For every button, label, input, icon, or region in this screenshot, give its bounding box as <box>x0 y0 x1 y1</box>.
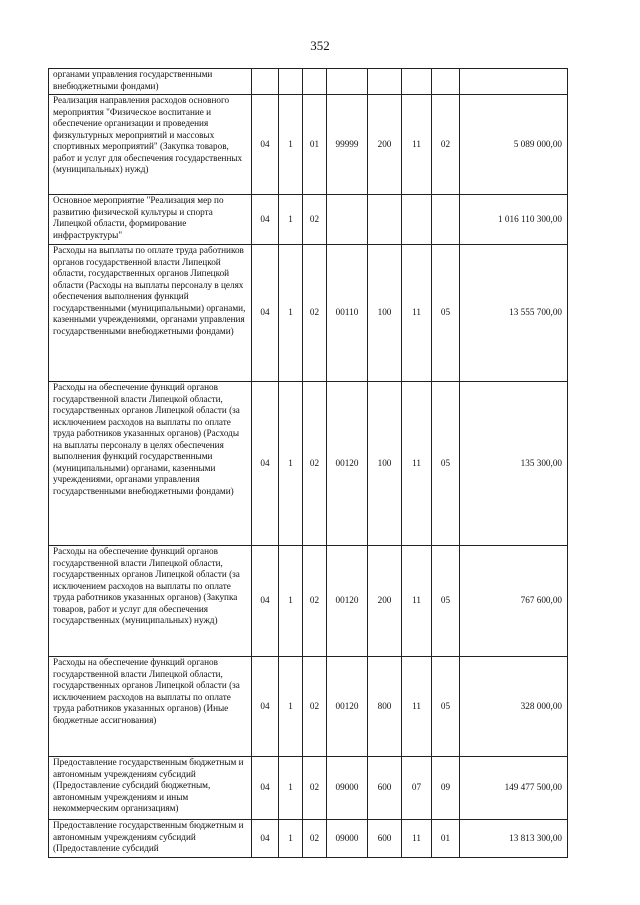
code-section: 04 <box>252 657 279 757</box>
code-section: 04 <box>252 95 279 195</box>
code-chapter: 11 <box>402 546 432 657</box>
code-chapter: 11 <box>402 820 432 858</box>
code-chapter <box>402 69 432 95</box>
code-chapter <box>402 195 432 245</box>
row-amount: 13 813 300,00 <box>460 820 568 858</box>
row-amount: 149 477 500,00 <box>460 757 568 820</box>
code-section: 04 <box>252 546 279 657</box>
code-program: 1 <box>279 757 303 820</box>
table-row <box>49 95 568 195</box>
code-expense-type <box>368 195 402 245</box>
code-program: 1 <box>279 546 303 657</box>
code-direction: 00120 <box>327 546 368 657</box>
row-description: Предоставление государственным бюджетным и автономным учреждениям субсидий (Предоставление субсидий <box>49 820 252 858</box>
code-subsection: 01 <box>432 820 460 858</box>
table-row <box>49 757 568 820</box>
code-subsection <box>432 69 460 95</box>
code-expense-type: 100 <box>368 245 402 382</box>
code-subprogram: 01 <box>303 95 327 195</box>
code-expense-type: 100 <box>368 382 402 546</box>
code-program: 1 <box>279 820 303 858</box>
row-description: Расходы на обеспечение функций органов государственной власти Липецкой области, государственных органов Липецкой области (за исключением расходов на выплаты по оплате труда работников указанных органов) (Иные бюджетные ассигнования) <box>49 657 252 757</box>
code-subprogram: 02 <box>303 382 327 546</box>
code-program: 1 <box>279 382 303 546</box>
row-amount: 767 600,00 <box>460 546 568 657</box>
code-expense-type <box>368 69 402 95</box>
code-program: 1 <box>279 245 303 382</box>
code-expense-type: 200 <box>368 95 402 195</box>
code-expense-type: 800 <box>368 657 402 757</box>
table-row <box>49 657 568 757</box>
code-direction: 09000 <box>327 757 368 820</box>
code-section: 04 <box>252 757 279 820</box>
code-section: 04 <box>252 195 279 245</box>
code-direction <box>327 69 368 95</box>
row-description: Реализация направления расходов основного мероприятия "Физическое воспитание и обеспечение организации и проведения физкультурных мероприятий и массовых спортивных мероприятий" (Закупка товаров, работ и услуг для обеспечения государственных (муниципальных) нужд) <box>49 95 252 195</box>
code-section: 04 <box>252 245 279 382</box>
code-expense-type: 600 <box>368 757 402 820</box>
table-row <box>49 382 568 546</box>
table-row <box>49 69 568 95</box>
row-description: Предоставление государственным бюджетным и автономным учреждениям субсидий (Предоставление субсидий бюджетным, автономным учреждениям и иным некоммерческим организациям) <box>49 757 252 820</box>
code-subprogram: 02 <box>303 657 327 757</box>
code-section <box>252 69 279 95</box>
code-program: 1 <box>279 195 303 245</box>
code-direction: 09000 <box>327 820 368 858</box>
budget-table <box>48 68 568 858</box>
row-description: органами управления государственными внебюджетными фондами) <box>49 69 252 95</box>
code-program: 1 <box>279 657 303 757</box>
row-amount: 5 089 000,00 <box>460 95 568 195</box>
code-subprogram: 02 <box>303 245 327 382</box>
code-subprogram: 02 <box>303 757 327 820</box>
code-direction: 00110 <box>327 245 368 382</box>
code-subprogram <box>303 69 327 95</box>
code-section: 04 <box>252 820 279 858</box>
code-subprogram: 02 <box>303 820 327 858</box>
code-subsection: 05 <box>432 382 460 546</box>
page-number: 352 <box>310 38 330 53</box>
code-expense-type: 200 <box>368 546 402 657</box>
row-description: Расходы на выплаты по оплате труда работников органов государственной власти Липецкой области, государственных органов Липецкой области (Расходы на выплаты персоналу в целях обеспечения выполнения функций государственными (муниципальными) органами, казенными учреждениями, органами управления государственными внебюджетными фондами) <box>49 245 252 382</box>
code-program <box>279 69 303 95</box>
code-subprogram: 02 <box>303 195 327 245</box>
table-row <box>49 820 568 858</box>
row-amount: 328 000,00 <box>460 657 568 757</box>
table-row <box>49 546 568 657</box>
code-subsection: 05 <box>432 657 460 757</box>
code-subprogram: 02 <box>303 546 327 657</box>
code-section: 04 <box>252 382 279 546</box>
code-direction: 99999 <box>327 95 368 195</box>
row-description: Расходы на обеспечение функций органов государственной власти Липецкой области, государственных органов Липецкой области (за исключением расходов на выплаты по оплате труда работников указанных органов) (Закупка товаров, работ и услуг для обеспечения государственных (муниципальных) нужд) <box>49 546 252 657</box>
code-direction: 00120 <box>327 657 368 757</box>
code-chapter: 11 <box>402 382 432 546</box>
code-chapter: 07 <box>402 757 432 820</box>
code-direction <box>327 195 368 245</box>
row-amount: 13 555 700,00 <box>460 245 568 382</box>
code-chapter: 11 <box>402 657 432 757</box>
row-description: Расходы на обеспечение функций органов государственной власти Липецкой области, государственных органов Липецкой области (за исключением расходов на выплаты по оплате труда работников указанных органов) (Расходы на выплаты персоналу в целях обеспечения выполнения функций государственными (муниципальными) органами, казенными учреждениями, органами управления государственными внебюджетными фондами) <box>49 382 252 546</box>
code-direction: 00120 <box>327 382 368 546</box>
code-subsection: 09 <box>432 757 460 820</box>
row-amount: 1 016 110 300,00 <box>460 195 568 245</box>
row-amount: 135 300,00 <box>460 382 568 546</box>
code-subsection: 02 <box>432 95 460 195</box>
code-subsection: 05 <box>432 245 460 382</box>
code-program: 1 <box>279 95 303 195</box>
row-amount <box>460 69 568 95</box>
code-subsection <box>432 195 460 245</box>
code-expense-type: 600 <box>368 820 402 858</box>
code-chapter: 11 <box>402 95 432 195</box>
row-description: Основное мероприятие "Реализация мер по развитию физической культуры и спорта Липецкой области, формирование инфраструктуры" <box>49 195 252 245</box>
table-row <box>49 195 568 245</box>
table-row <box>49 245 568 382</box>
code-subsection: 05 <box>432 546 460 657</box>
code-chapter: 11 <box>402 245 432 382</box>
